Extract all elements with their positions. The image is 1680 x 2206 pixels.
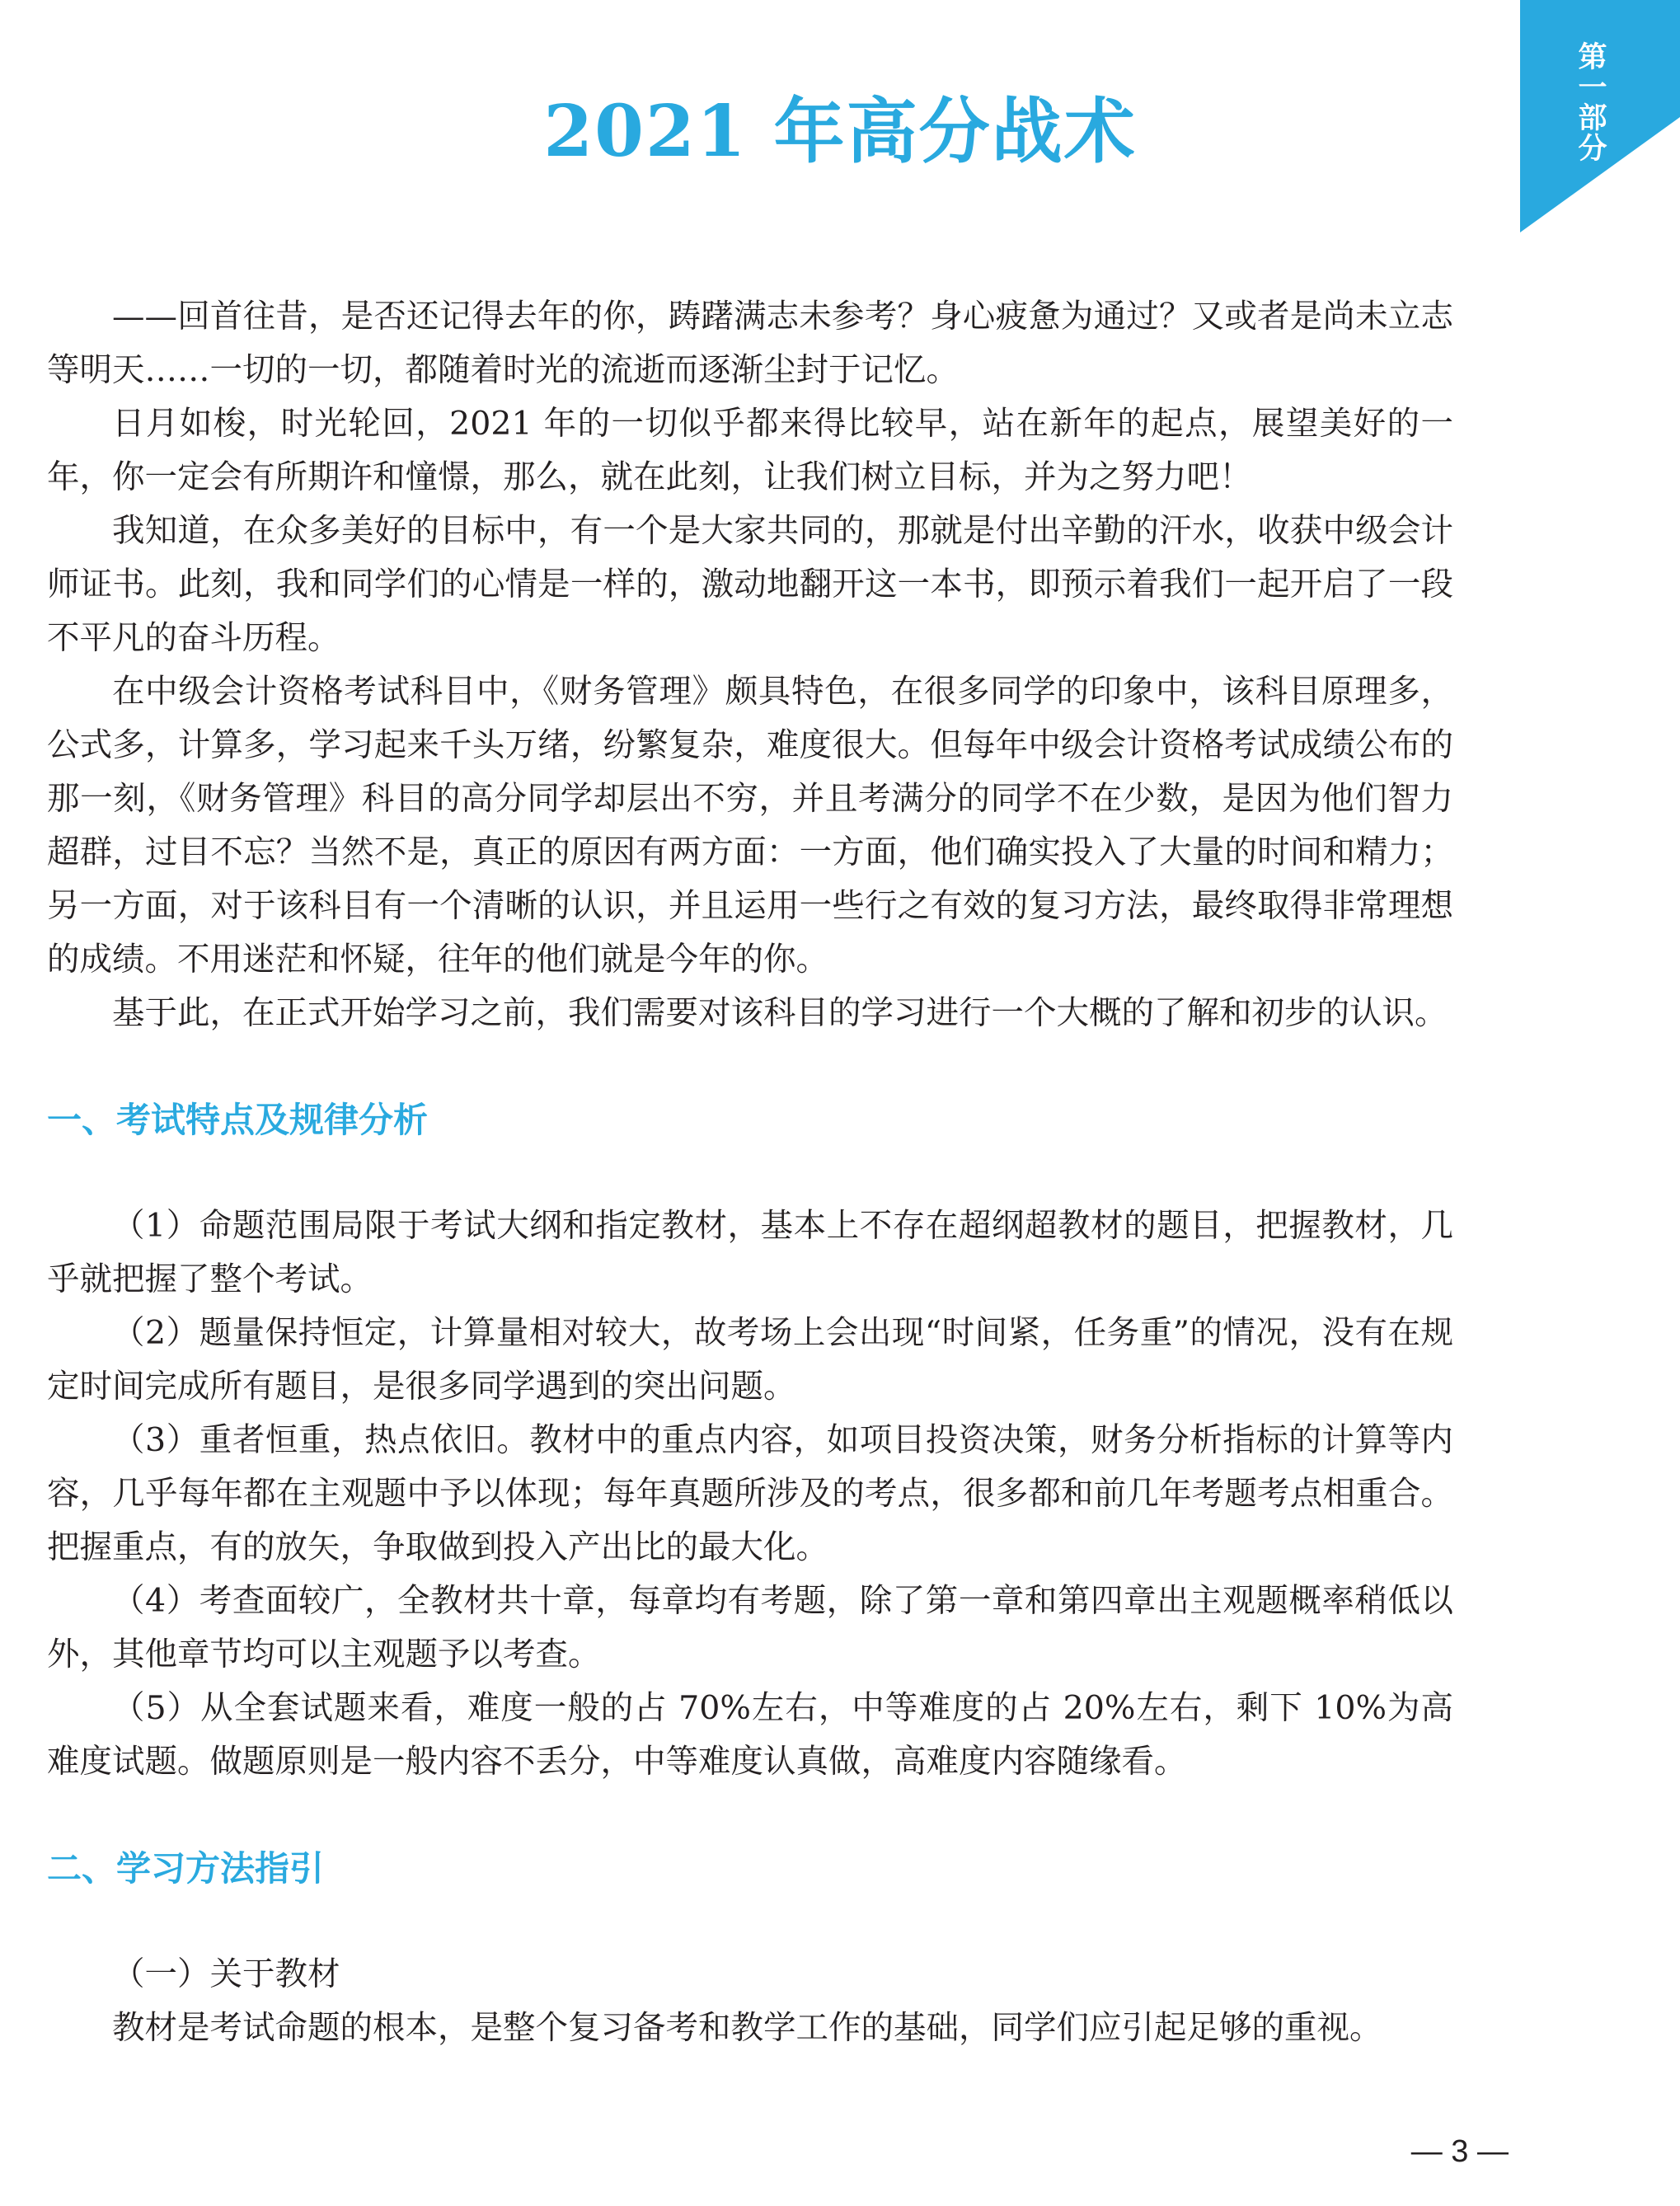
exam-feature-item-1: （1）命题范围局限于考试大纲和指定教材，基本上不存在超纲超教材的题目，把握教材，几乎就把握了整个考试。: [47, 1207, 1453, 1298]
intro-paragraph-4: 在中级会计资格考试科目中，《财务管理》颇具特色，在很多同学的印象中，该科目原理多，公式多，计算多，学习起来千头万绪，纷繁复杂，难度很大。但每年中级会计资格考试成绩公布的那一刻，《财务管理》科目的高分同学却层出不穷，并且考满分的同学不在少数，是因为他们智力超群，过目不忘？当然不是，真正的原因有两方面：一方面，他们确实投入了大量的时间和精力；另一方面，对于该科目有一个清晰的认识，并且运用一些行之有效的复习方法，最终取得非常理想的成绩。不用迷茫和怀疑，往年的他们就是今年的你。: [47, 673, 1453, 979]
intro-paragraph-5: 基于此，在正式开始学习之前，我们需要对该科目的学习进行一个大概的了解和初步的认识。: [112, 994, 1448, 1032]
section-heading-study-methods: 二、学习方法指引: [47, 1848, 325, 1889]
section-heading-exam-features: 一、考试特点及规律分析: [47, 1100, 429, 1140]
exam-feature-item-2: （2）题量保持恒定，计算量相对较大，故考场上会出现“时间紧，任务重”的情况，没有在规定时间完成所有题目，是很多同学遇到的突出问题。: [47, 1314, 1453, 1406]
page-title: 2021 年高分战术: [543, 90, 1137, 173]
body-content: [47, 290, 1453, 2055]
exam-feature-item-3: （3）重者恒重，热点依旧。教材中的重点内容，如项目投资决策，财务分析指标的计算等内容，几乎每年都在主观题中予以体现；每年真题所涉及的考点，很多都和前几年考题考点相重合。把握重点，有的放矢，争取做到投入产出比的最大化。: [47, 1421, 1453, 1566]
exam-feature-item-5: （5）从全套试题来看，难度一般的占 70%左右，中等难度的占 20%左右，剩下 10%为高难度试题。做题原则是一般内容不丢分，中等难度认真做，高难度内容随缘看。: [47, 1689, 1453, 1781]
intro-paragraph-2: 日月如梭，时光轮回，2021 年的一切似乎都来得比较早，站在新年的起点，展望美好的一年，你一定会有所期许和憧憬，那么，就在此刻，让我们树立目标，并为之努力吧！: [47, 405, 1453, 496]
page-number: — 3 —: [1410, 2134, 1509, 2169]
textbook-paragraph: 教材是考试命题的根本，是整个复习备考和教学工作的基础，同学们应引起足够的重视。: [112, 2009, 1382, 2047]
intro-paragraph-1: ——回首往昔，是否还记得去年的你，踌躇满志未参考？身心疲惫为通过？又或者是尚未立志等明天……一切的一切，都随着时光的流逝而逐渐尘封于记忆。: [47, 298, 1453, 389]
intro-paragraph-3: 我知道，在众多美好的目标中，有一个是大家共同的，那就是付出辛勤的汗水，收获中级会计师证书。此刻，我和同学们的心情是一样的，激动地翻开这一本书，即预示着我们一起开启了一段不平凡的奋斗历程。: [47, 512, 1453, 657]
exam-feature-item-4: （4）考查面较广，全教材共十章，每章均有考题，除了第一章和第四章出主观题概率稍低以外，其他章节均可以主观题予以考查。: [47, 1582, 1453, 1673]
part-tab-label: 第一部分: [1574, 41, 1607, 163]
subheading-textbook: （一）关于教材: [112, 1955, 340, 1993]
